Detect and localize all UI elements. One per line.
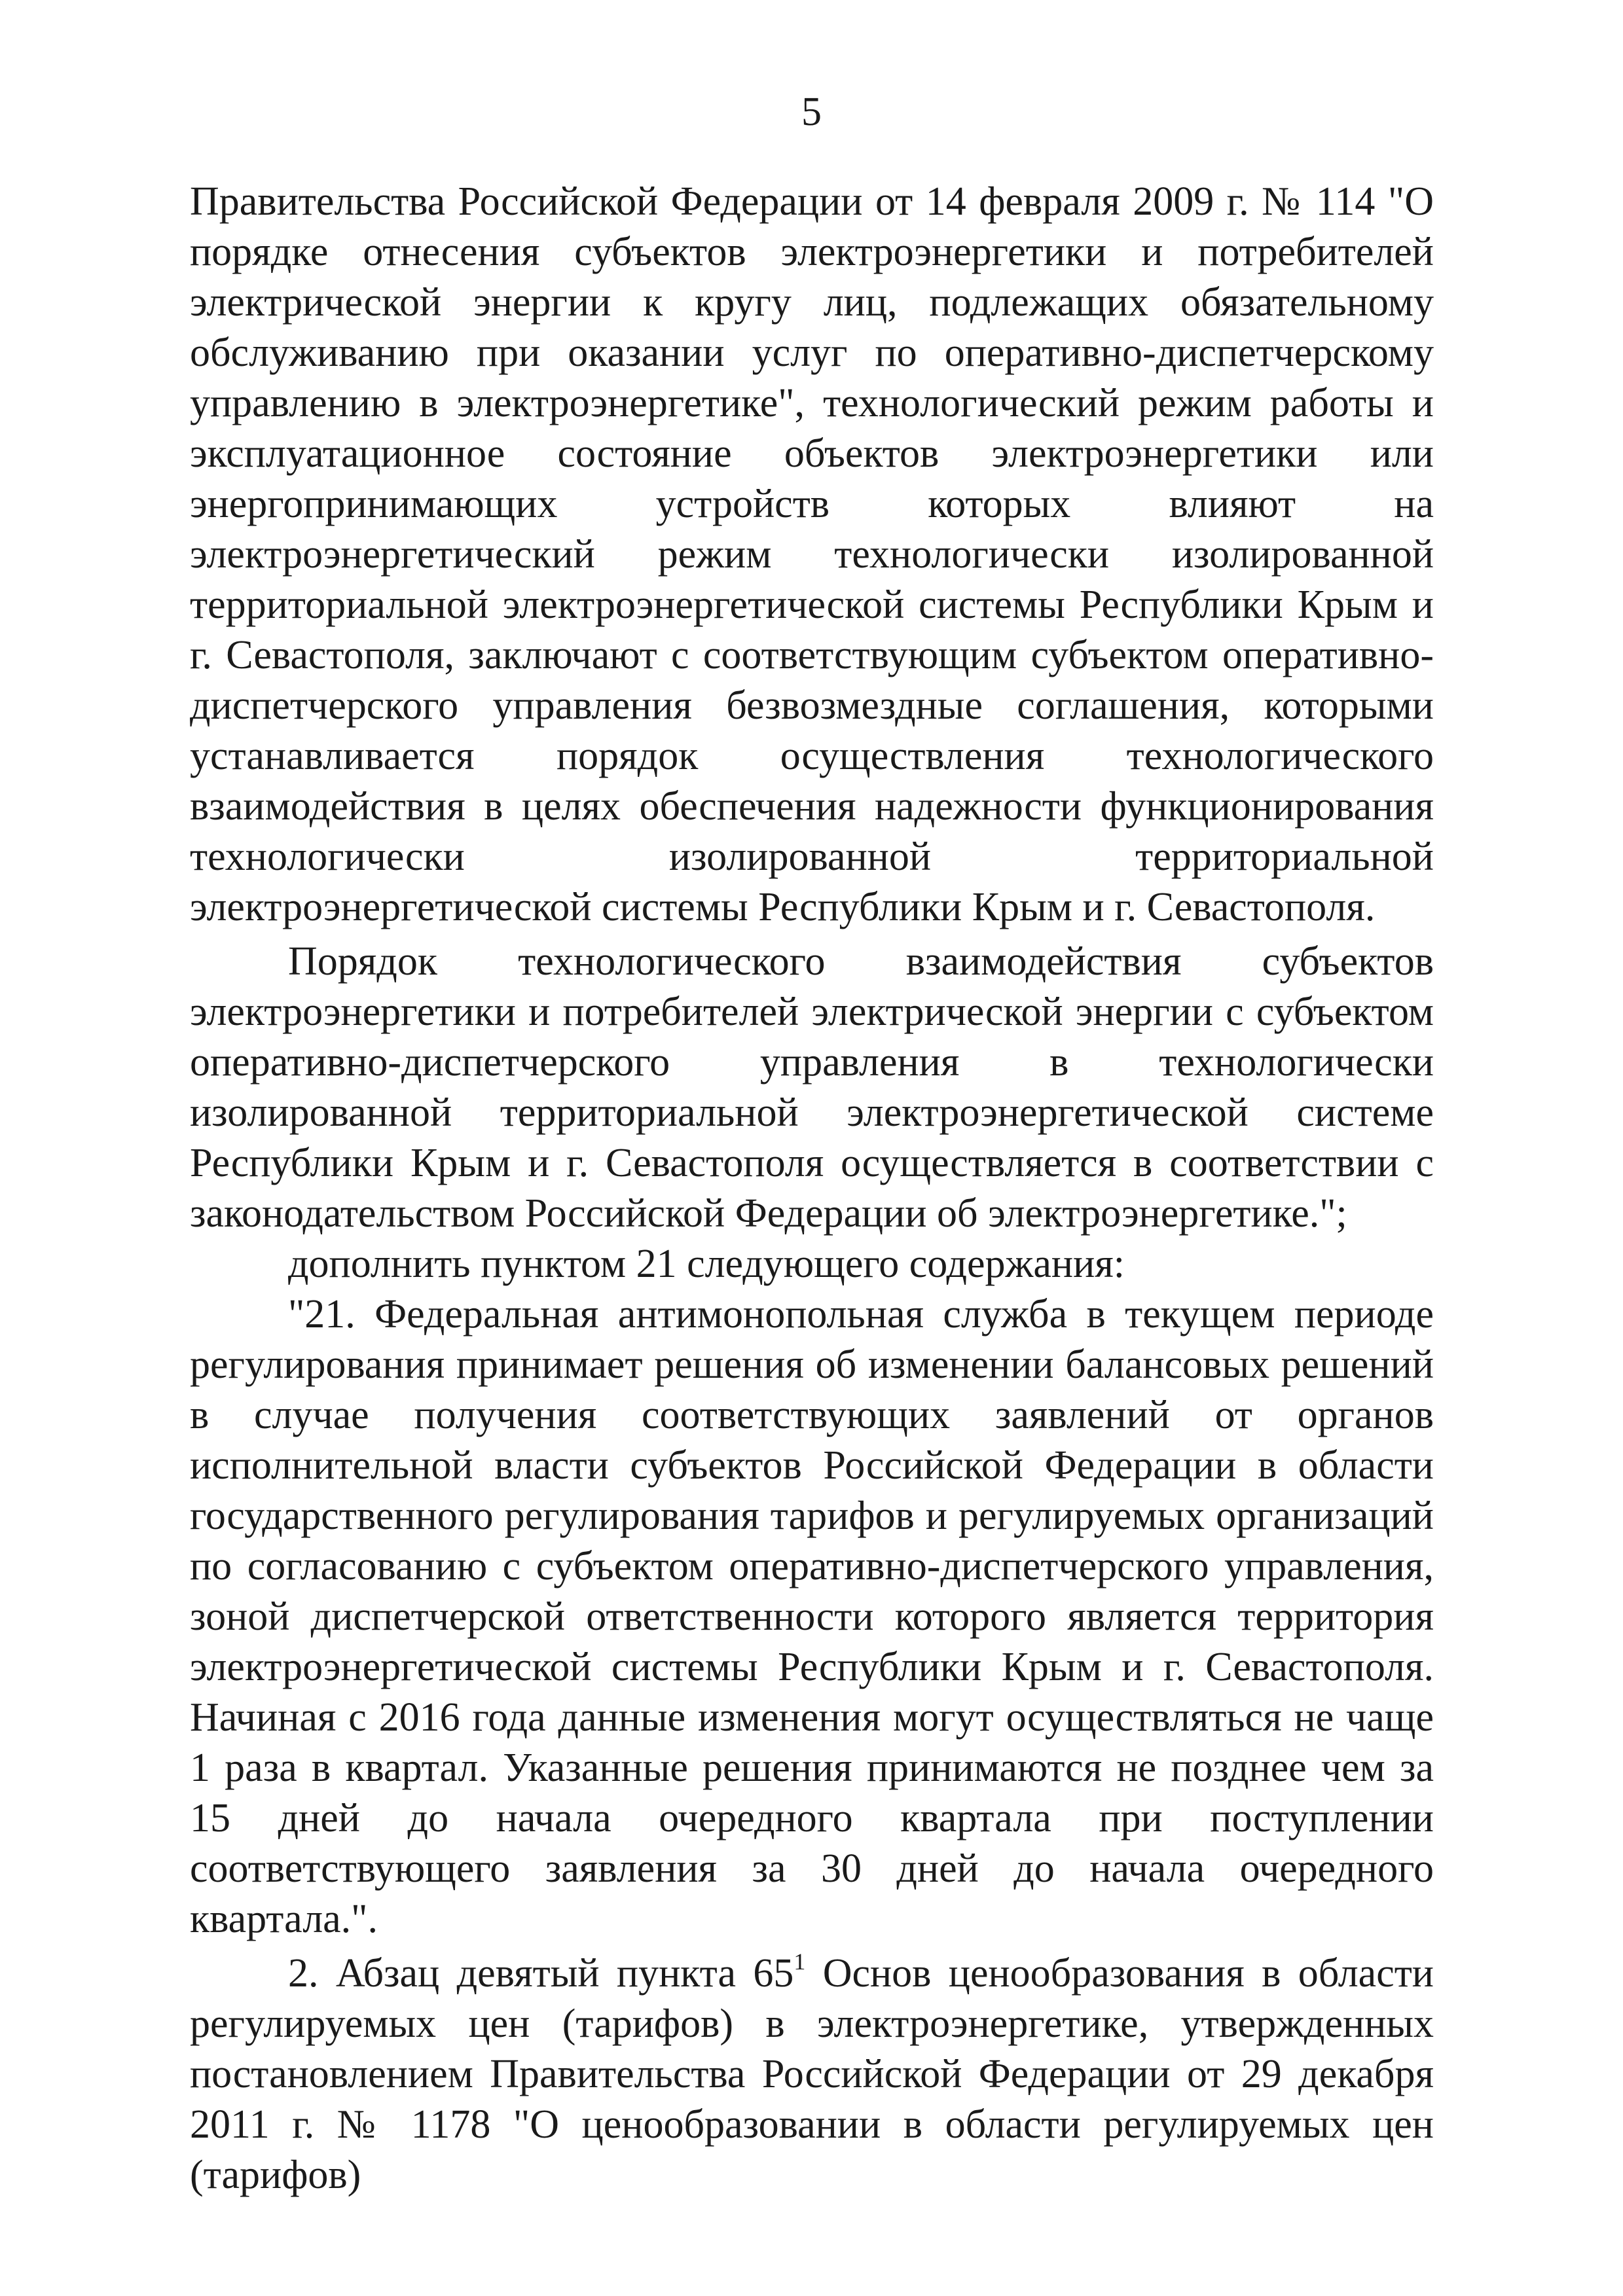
item-2-superscript: 1: [793, 1948, 806, 1975]
item-2-text-end: Основ ценообразования в области регулируемых цен (тарифов) в электроэнергетике, утвержденных постановлением Правительства Российской Федерации от 29 декабря 2011 г. № 1178 "О ценообразовании в области регулируемых цен (тарифов): [190, 1951, 1434, 2197]
paragraph-add-item-21: дополнить пунктом 21 следующего содержания:: [288, 1242, 1125, 1286]
page-number: 5: [801, 90, 822, 134]
paragraph-continuation: Правительства Российской Федерации от 14 февраля 2009 г. № 114 "О порядке отнесения субъектов электроэнергетики и потребителей электрической энергии к кругу лиц, подлежащих обязательному обслуживанию при оказании услуг по оперативно-диспетчерскому управлению в электроэнергетике", технологический режим работы и эксплуатационное состояние объектов электроэнергетики или энергопринимающих устройств которых влияют на электроэнергетический режим технологически изолированной территориальной электроэнергетической системы Республики Крым и г. Севастополя, заключают с соответствующим субъектом оперативно-диспетчерского управления безвозмездные соглашения, которыми устанавливается порядок осуществления технологического взаимодействия в целях обеспечения надежности функционирования технологически изолированной территориальной электроэнергетической системы Республики Крым и г. Севастополя.: [190, 179, 1434, 929]
paragraph-item-21: "21. Федеральная антимонопольная служба в текущем периоде регулирования принимает решения об изменении балансовых решений в случае получения соответствующих заявлений от органов исполнительной власти субъектов Российской Федерации в области государственного регулирования тарифов и регулируемых организаций по согласованию с субъектом оперативно-диспетчерского управления, зоной диспетчерской ответственности которого является территория электроэнергетической системы Республики Крым и г. Севастополя. Начиная с 2016 года данные изменения могут осуществляться не чаще 1 раза в квартал. Указанные решения принимаются не позднее чем за 15 дней до начала очередного квартала при поступлении соответствующего заявления за 30 дней до начала очередного квартала.".: [190, 1292, 1434, 1941]
paragraph-item-2: [190, 1948, 1434, 2200]
paragraph-interaction-order: Порядок технологического взаимодействия субъектов электроэнергетики и потребителей электрической энергии с субъектом оперативно-диспетчерского управления в технологически изолированной территориальной электроэнергетической системе Республики Крым и г. Севастополя осуществляется в соответствии с законодательством Российской Федерации об электроэнергетике.";: [190, 939, 1434, 1236]
item-2-text-start: 2. Абзац девятый пункта 65: [288, 1951, 794, 1996]
document-body: [190, 177, 1434, 2200]
